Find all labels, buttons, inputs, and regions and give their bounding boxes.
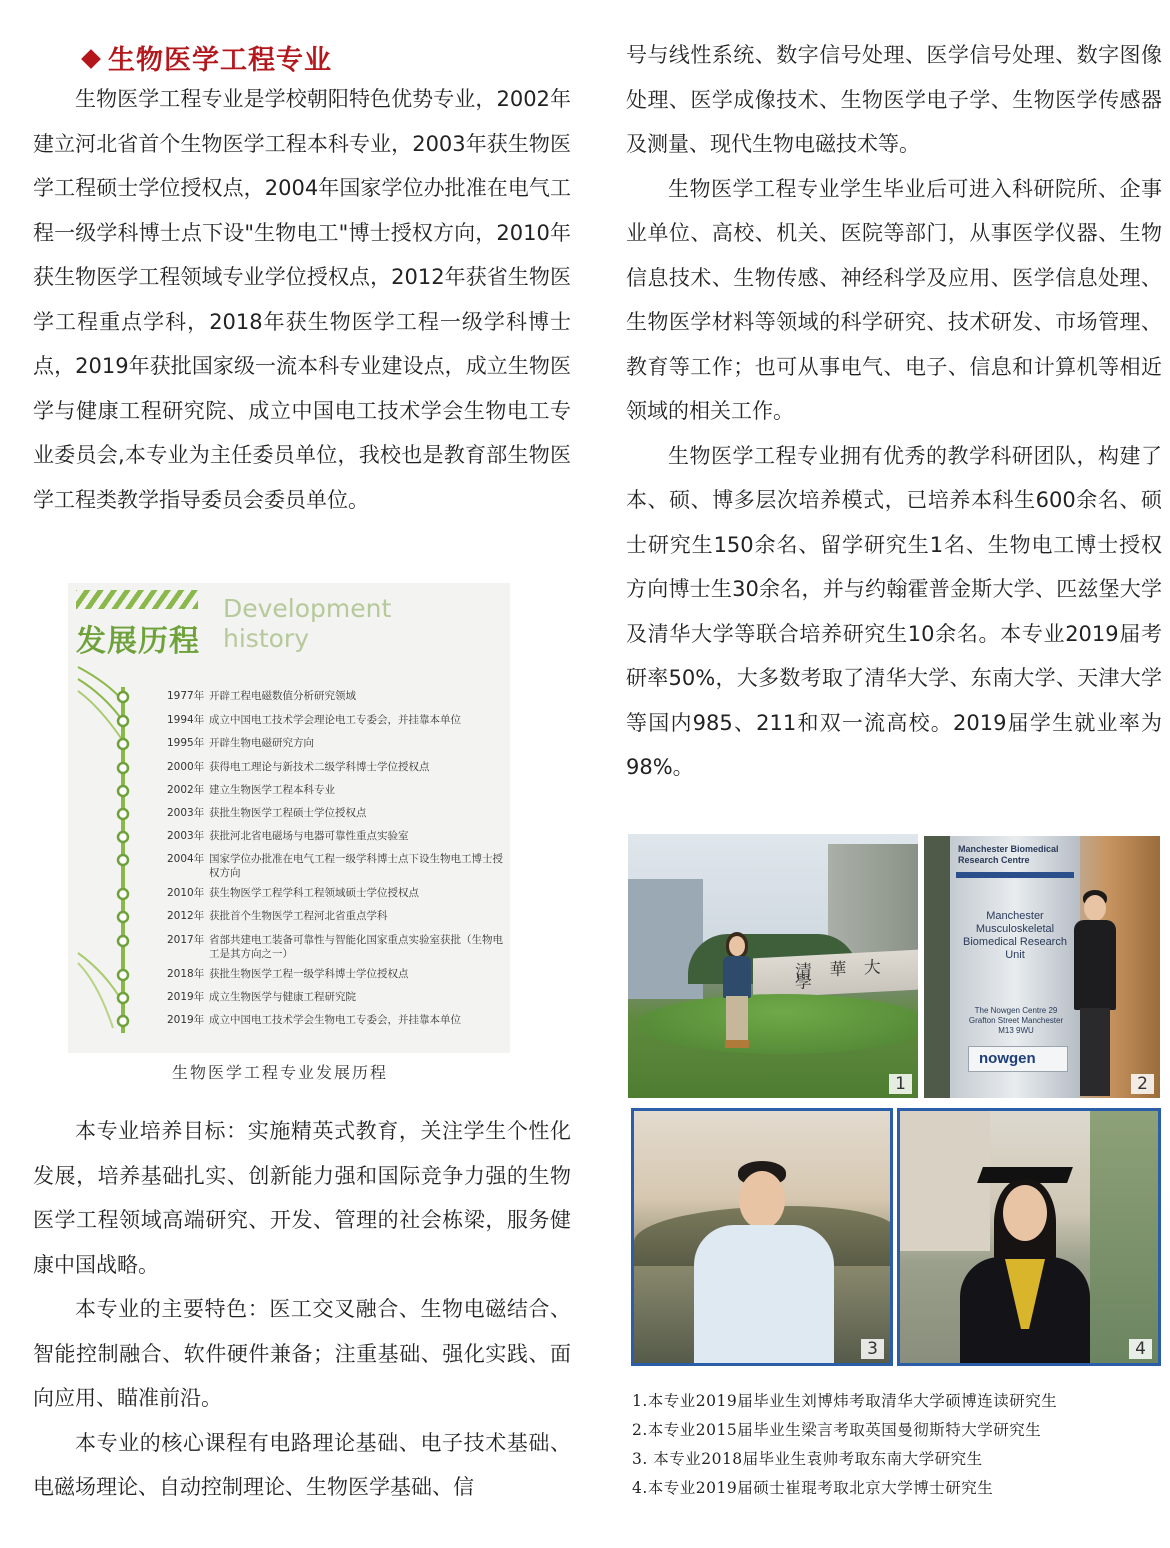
timeline-dot <box>118 936 128 946</box>
photo-caption-2: 2.本专业2015届毕业生梁言考取英国曼彻斯特大学研究生 <box>632 1421 1042 1439</box>
photo-student-4 <box>897 1108 1161 1366</box>
history-event: 获批生物医学工程一级学科博士学位授权点 <box>209 968 409 980</box>
tsinghua-sign-text: 清 華 大 學 <box>795 957 887 994</box>
photo-caption-4: 4.本专业2019届硕士崔琨考取北京大学博士研究生 <box>632 1479 994 1497</box>
history-year: 2000年 <box>167 761 205 773</box>
courses-continued-paragraph: 号与线性系统、数字信号处理、医学信号处理、数字图像处理、医学成像技术、生物医学电子学、生物医学传感器及测量、现代生物电磁技术等。 <box>626 43 1162 156</box>
history-event: 国家学位办批准在电气工程一级学科博士点下设生物电工博士授权方向 <box>209 853 503 879</box>
history-figure-caption: 生物医学工程专业发展历程 <box>172 1063 389 1082</box>
history-event: 获生物医学工程学科工程领域硕士学位授权点 <box>209 887 419 899</box>
stone-sign <box>753 950 918 999</box>
courses-paragraph: 本专业的核心课程有电路理论基础、电子技术基础、电磁场理论、自动控制理论、生物医学基础、信 <box>33 1430 571 1499</box>
history-event: 成立中国电工技术学会理论电工专委会，并挂靠本单位 <box>209 714 461 726</box>
history-item <box>167 783 504 797</box>
history-event: 成立生物医学与健康工程研究院 <box>209 991 356 1003</box>
history-year: 2003年 <box>167 807 205 819</box>
left-column-goals <box>33 1109 571 1510</box>
career-paragraph: 生物医学工程专业学生毕业后可进入科研院所、企事业单位、高校、机关、医院等部门，从事医学仪器、生物信息技术、生物传感、神经科学及应用、医学信息处理、生物医学材料等领域的科学研究、技术研发、市场管理、教育等工作；也可从事电气、电子、信息和计算机等相近领域的相关工作。 <box>626 176 1162 423</box>
feature-paragraph: 本专业的主要特色：医工交叉融合、生物电磁结合、智能控制融合、软件硬件兼备；注重基础、强化实践、面向应用、瞄准前沿。 <box>33 1297 571 1410</box>
history-item <box>167 852 504 880</box>
history-item <box>167 967 504 981</box>
sign-title: Manchester Biomedical Research Centre <box>958 844 1059 865</box>
photo-student-3 <box>631 1108 893 1366</box>
history-event: 开辟生物电磁研究方向 <box>209 737 314 749</box>
timeline-dot <box>118 786 128 796</box>
history-event: 获得电工理论与新技术二级学科博士学位授权点 <box>209 761 430 773</box>
history-title-en-line1: Development <box>223 594 392 623</box>
history-item <box>167 933 504 961</box>
history-event: 省部共建电工装备可靠性与智能化国家重点实验室获批（生物电工是其方向之一） <box>209 934 503 960</box>
history-item <box>167 689 504 703</box>
history-item <box>167 990 504 1004</box>
right-column-text <box>626 33 1162 790</box>
history-title-en-line2: history <box>223 624 309 653</box>
section-title <box>84 38 332 77</box>
photo-caption-1: 1.本专业2019届毕业生刘博炜考取清华大学硕博连读研究生 <box>632 1392 1058 1410</box>
history-year: 2019年 <box>167 991 205 1003</box>
timeline-dot <box>118 692 128 702</box>
photo-number-3: 3 <box>861 1339 884 1359</box>
history-year: 2003年 <box>167 830 205 842</box>
history-year: 2010年 <box>167 887 205 899</box>
timeline-dot <box>118 832 128 842</box>
photo-number-1: 1 <box>889 1074 912 1094</box>
goal-paragraph: 本专业培养目标：实施精英式教育，关注学生个性化发展，培养基础扎实、创新能力强和国际竞争力强的生物医学工程领域高端研究、开发、管理的社会栋梁，服务健康中国战略。 <box>33 1119 571 1277</box>
history-event: 开辟工程电磁数值分析研究领域 <box>209 690 356 702</box>
timeline-dot <box>118 716 128 726</box>
timeline-dots <box>118 692 128 1026</box>
history-year: 2012年 <box>167 910 205 922</box>
photo-tsinghua <box>628 834 918 1098</box>
photo-captions <box>632 1387 1057 1503</box>
photo-manchester <box>924 836 1160 1098</box>
history-event: 获批生物医学工程硕士学位授权点 <box>209 807 367 819</box>
history-year: 2002年 <box>167 784 205 796</box>
nowgen-logo <box>968 1046 1068 1072</box>
history-item <box>167 829 504 843</box>
intro-paragraph: 生物医学工程专业是学校朝阳特色优势专业，2002年建立河北省首个生物医学工程本科专业，2003年获生物医学工程硕士学位授权点，2004年国家学位办批准在电气工程一级学科博士点下设"生物电工"博士授权方向，2010年获生物医学工程领域专业学位授权点，2012年获省生物医学工程重点学科，2018年获生物医学工程一级学科博士点，2019年获批国家级一流本科专业建设点，成立生物医学与健康工程研究院、成立中国电工技术学会生物电工专业委员会,本专业为主任委员单位，我校也是教育部生物医学工程类教学指导委员会委员单位。 <box>33 87 571 512</box>
timeline-dot <box>118 809 128 819</box>
history-year: 2019年 <box>167 1014 205 1026</box>
history-item <box>167 806 504 820</box>
timeline-dot <box>118 970 128 980</box>
history-year: 1995年 <box>167 737 205 749</box>
photo-number-4: 4 <box>1129 1339 1152 1359</box>
sign-panel <box>950 836 1080 1098</box>
section-title-text: 生物医学工程专业 <box>108 45 332 76</box>
history-item <box>167 886 504 900</box>
history-item <box>167 909 504 923</box>
history-item <box>167 713 504 727</box>
nowgen-logo-text: nowgen <box>979 1050 1036 1067</box>
history-event: 获批河北省电磁场与电器可靠性重点实验室 <box>209 830 409 842</box>
diamond-bullet-icon <box>81 49 101 69</box>
photo-number-2: 2 <box>1131 1074 1154 1094</box>
history-event: 成立中国电工技术学会生物电工专委会，并挂靠本单位 <box>209 1014 461 1026</box>
timeline-dot <box>118 993 128 1003</box>
lawn <box>638 994 918 1054</box>
history-year: 1977年 <box>167 690 205 702</box>
timeline-dot <box>118 763 128 773</box>
sign-address: The Nowgen Centre 29 Grafton Street Manchester M13 9WU <box>968 1006 1064 1035</box>
tree-background <box>1090 1111 1161 1366</box>
history-year: 2018年 <box>167 968 205 980</box>
history-item <box>167 760 504 774</box>
photo-caption-3: 3. 本专业2018届毕业生袁帅考取东南大学研究生 <box>632 1450 983 1468</box>
timeline-dot <box>118 855 128 865</box>
timeline-dot <box>118 912 128 922</box>
timeline-dot <box>118 1016 128 1026</box>
sign-unit: Manchester Musculoskeletal Biomedical Research Unit <box>963 910 1067 961</box>
history-year: 1994年 <box>167 714 205 726</box>
history-year: 2017年 <box>167 934 205 946</box>
history-year: 2004年 <box>167 853 205 865</box>
history-event: 获批首个生物医学工程河北省重点学科 <box>209 910 388 922</box>
history-event: 建立生物医学工程本科专业 <box>209 784 335 796</box>
left-column-intro <box>33 77 571 522</box>
history-item <box>167 1013 504 1027</box>
sign-divider <box>956 872 1074 878</box>
development-history-figure <box>68 583 510 1053</box>
timeline-dot <box>118 889 128 899</box>
history-title-cn: 发展历程 <box>76 624 200 659</box>
history-item <box>167 736 504 750</box>
timeline-dot <box>118 739 128 749</box>
team-paragraph: 生物医学工程专业拥有优秀的教学科研团队，构建了本、硕、博多层次培养模式，已培养本科生600余名、硕士研究生150余名、留学研究生1名、生物电工博士授权方向博士生30余名，并与约翰霍普金斯大学、匹兹堡大学及清华大学等联合培养研究生10余名。本专业2019届考研率50%，大多数考取了清华大学、东南大学、天津大学等国内985、211和双一流高校。2019届学生就业率为98%。 <box>626 443 1162 779</box>
